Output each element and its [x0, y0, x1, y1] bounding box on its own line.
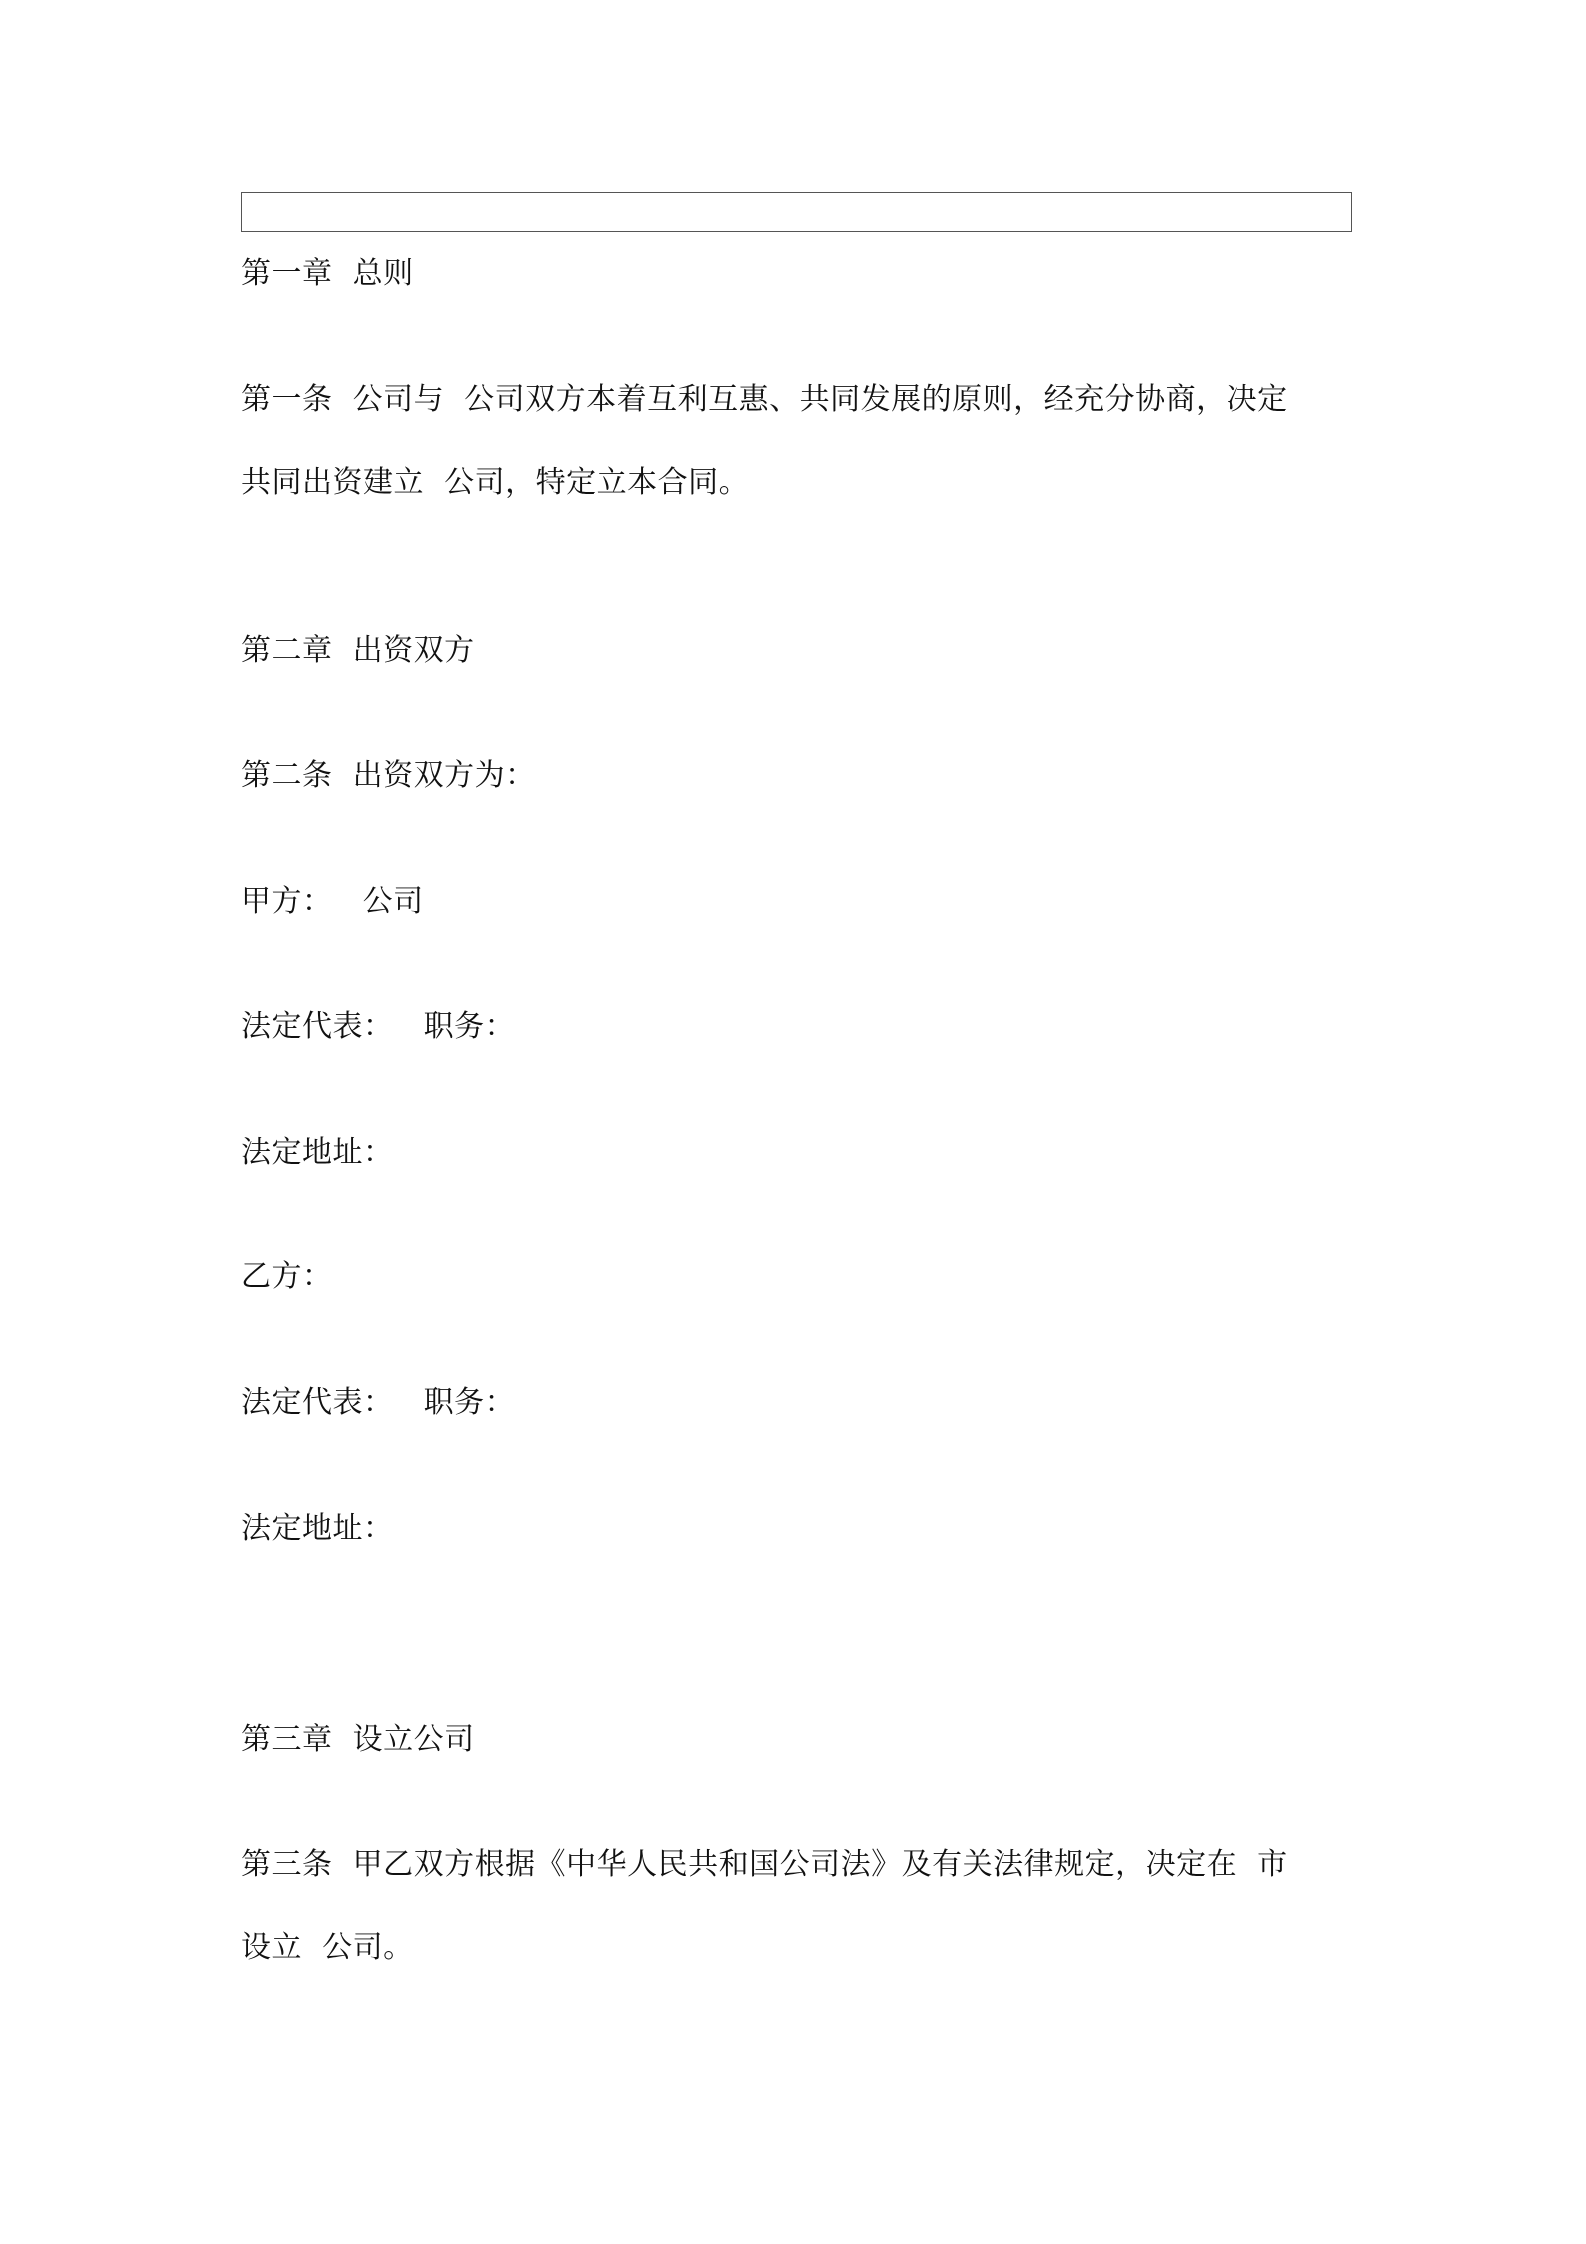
party-a-address: 法定地址： — [241, 1135, 394, 1170]
party-b-representative: 法定代表： 职务： — [241, 1385, 516, 1420]
article-3-line-1: 第三条 甲乙双方根据《中华人民共和国公司法》及有关法律规定，决定在 市 — [241, 1847, 1288, 1882]
party-b-name: 乙方： — [241, 1259, 333, 1294]
party-a-name: 甲方： 公司 — [241, 884, 424, 919]
chapter-3-heading: 第三章 设立公司 — [241, 1722, 475, 1757]
party-a-representative: 法定代表： 职务： — [241, 1009, 516, 1044]
party-b-address: 法定地址： — [241, 1511, 394, 1546]
chapter-1-heading: 第一章 总则 — [241, 256, 414, 291]
header-box — [241, 192, 1352, 232]
article-3-line-2: 设立 公司。 — [241, 1930, 414, 1965]
article-1-line-2: 共同出资建立 公司，特定立本合同。 — [241, 465, 750, 500]
article-2: 第二条 出资双方为： — [241, 758, 536, 793]
chapter-2-heading: 第二章 出资双方 — [241, 633, 475, 668]
article-1-line-1: 第一条 公司与 公司双方本着互利互惠、共同发展的原则，经充分协商，决定 — [241, 382, 1288, 417]
